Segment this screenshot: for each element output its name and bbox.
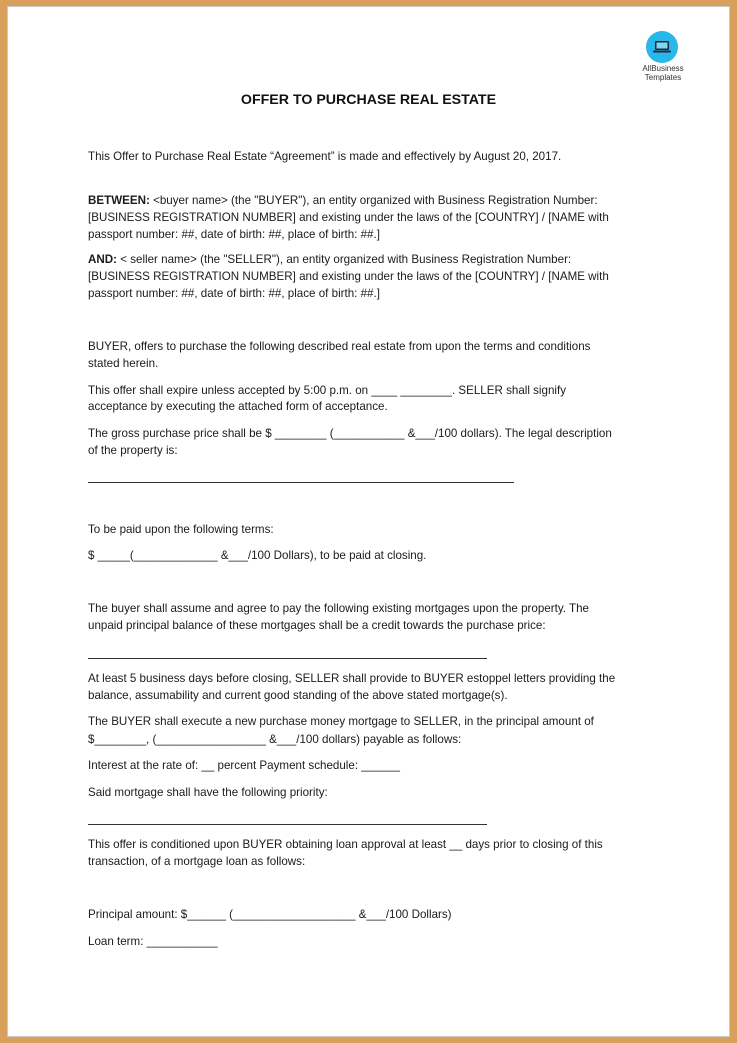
- mortgage-paragraph-line-1: The buyer shall assume and agree to pay the following existing mortgages upon the property. The: [88, 602, 589, 615]
- terms-heading: To be paid upon the following terms:: [88, 523, 274, 536]
- between-line-2: [BUSINESS REGISTRATION NUMBER] and existing under the laws of the [COUNTRY] / [NAME with: [88, 211, 609, 224]
- document-title: OFFER TO PURCHASE REAL ESTATE: [240, 92, 497, 108]
- loan-paragraph-line-1: This offer is conditioned upon BUYER obtaining loan approval at least __ days prior to closing of this: [88, 838, 603, 851]
- legal-description-blank: [88, 482, 514, 483]
- and-line-1: [88, 251, 571, 268]
- price-paragraph-line-2: of the property is:: [88, 444, 178, 457]
- loan-term-line: Loan term: ___________: [88, 935, 218, 948]
- and-line-3: passport number: ##, date of birth: ##, place of birth: ##.]: [88, 287, 380, 300]
- mortgage-paragraph-line-2: unpaid principal balance of these mortgages shall be a credit towards the purchase price:: [88, 619, 546, 632]
- logo-badge: [646, 31, 678, 63]
- between-text-1: <buyer name> (the "BUYER"), an entity organized with Business Registration Number:: [149, 194, 598, 207]
- priority-line: Said mortgage shall have the following priority:: [88, 786, 328, 799]
- loan-paragraph-line-2: transaction, of a mortgage loan as follows:: [88, 855, 306, 868]
- logo-line-2: Templates: [644, 73, 682, 82]
- priority-blank: [88, 824, 487, 825]
- estoppel-paragraph-line-2: balance, assumability and current good standing of the above stated mortgage(s).: [88, 689, 508, 702]
- between-label: BETWEEN:: [88, 194, 150, 207]
- existing-mortgages-blank: [88, 658, 487, 659]
- logo-line-1: AllBusiness: [642, 64, 684, 73]
- offer-paragraph-line-2: stated herein.: [88, 357, 159, 370]
- expire-paragraph-line-1: This offer shall expire unless accepted by 5:00 p.m. on ____ ________. SELLER shall signify: [88, 384, 566, 397]
- estoppel-paragraph-line-1: At least 5 business days before closing, SELLER shall provide to BUYER estoppel letters providing the: [88, 672, 616, 685]
- interest-line: Interest at the rate of: __ percent Payment schedule: ______: [88, 759, 400, 772]
- and-label: AND:: [88, 253, 117, 266]
- principal-amount-line: Principal amount: $______ (___________________ &___/100 Dollars): [88, 908, 452, 921]
- closing-payment-line: $ _____(_____________ &___/100 Dollars), to be paid at closing.: [88, 549, 427, 562]
- new-mortgage-line-2: $________, (_________________ &___/100 dollars) payable as follows:: [88, 733, 462, 746]
- laptop-icon: [646, 31, 678, 63]
- new-mortgage-line-1: The BUYER shall execute a new purchase money mortgage to SELLER, in the principal amount of: [88, 715, 594, 728]
- price-paragraph-line-1: The gross purchase price shall be $ ________ (___________ &___/100 dollars). The legal description: [88, 427, 612, 440]
- intro-paragraph: This Offer to Purchase Real Estate “Agreement” is made and effectively by August 20, 2017.: [88, 150, 562, 163]
- logo-text: [630, 64, 696, 82]
- between-line-1: [88, 192, 598, 209]
- expire-paragraph-line-2: acceptance by executing the attached form of acceptance.: [88, 400, 388, 413]
- offer-paragraph-line-1: BUYER, offers to purchase the following described real estate from upon the terms and conditions: [88, 340, 591, 353]
- and-text-1: < seller name> (the "SELLER"), an entity organized with Business Registration Number:: [116, 253, 572, 266]
- between-line-3: passport number: ##, date of birth: ##, place of birth: ##.]: [88, 228, 380, 241]
- and-line-2: [BUSINESS REGISTRATION NUMBER] and existing under the laws of the [COUNTRY] / [NAME with: [88, 270, 609, 283]
